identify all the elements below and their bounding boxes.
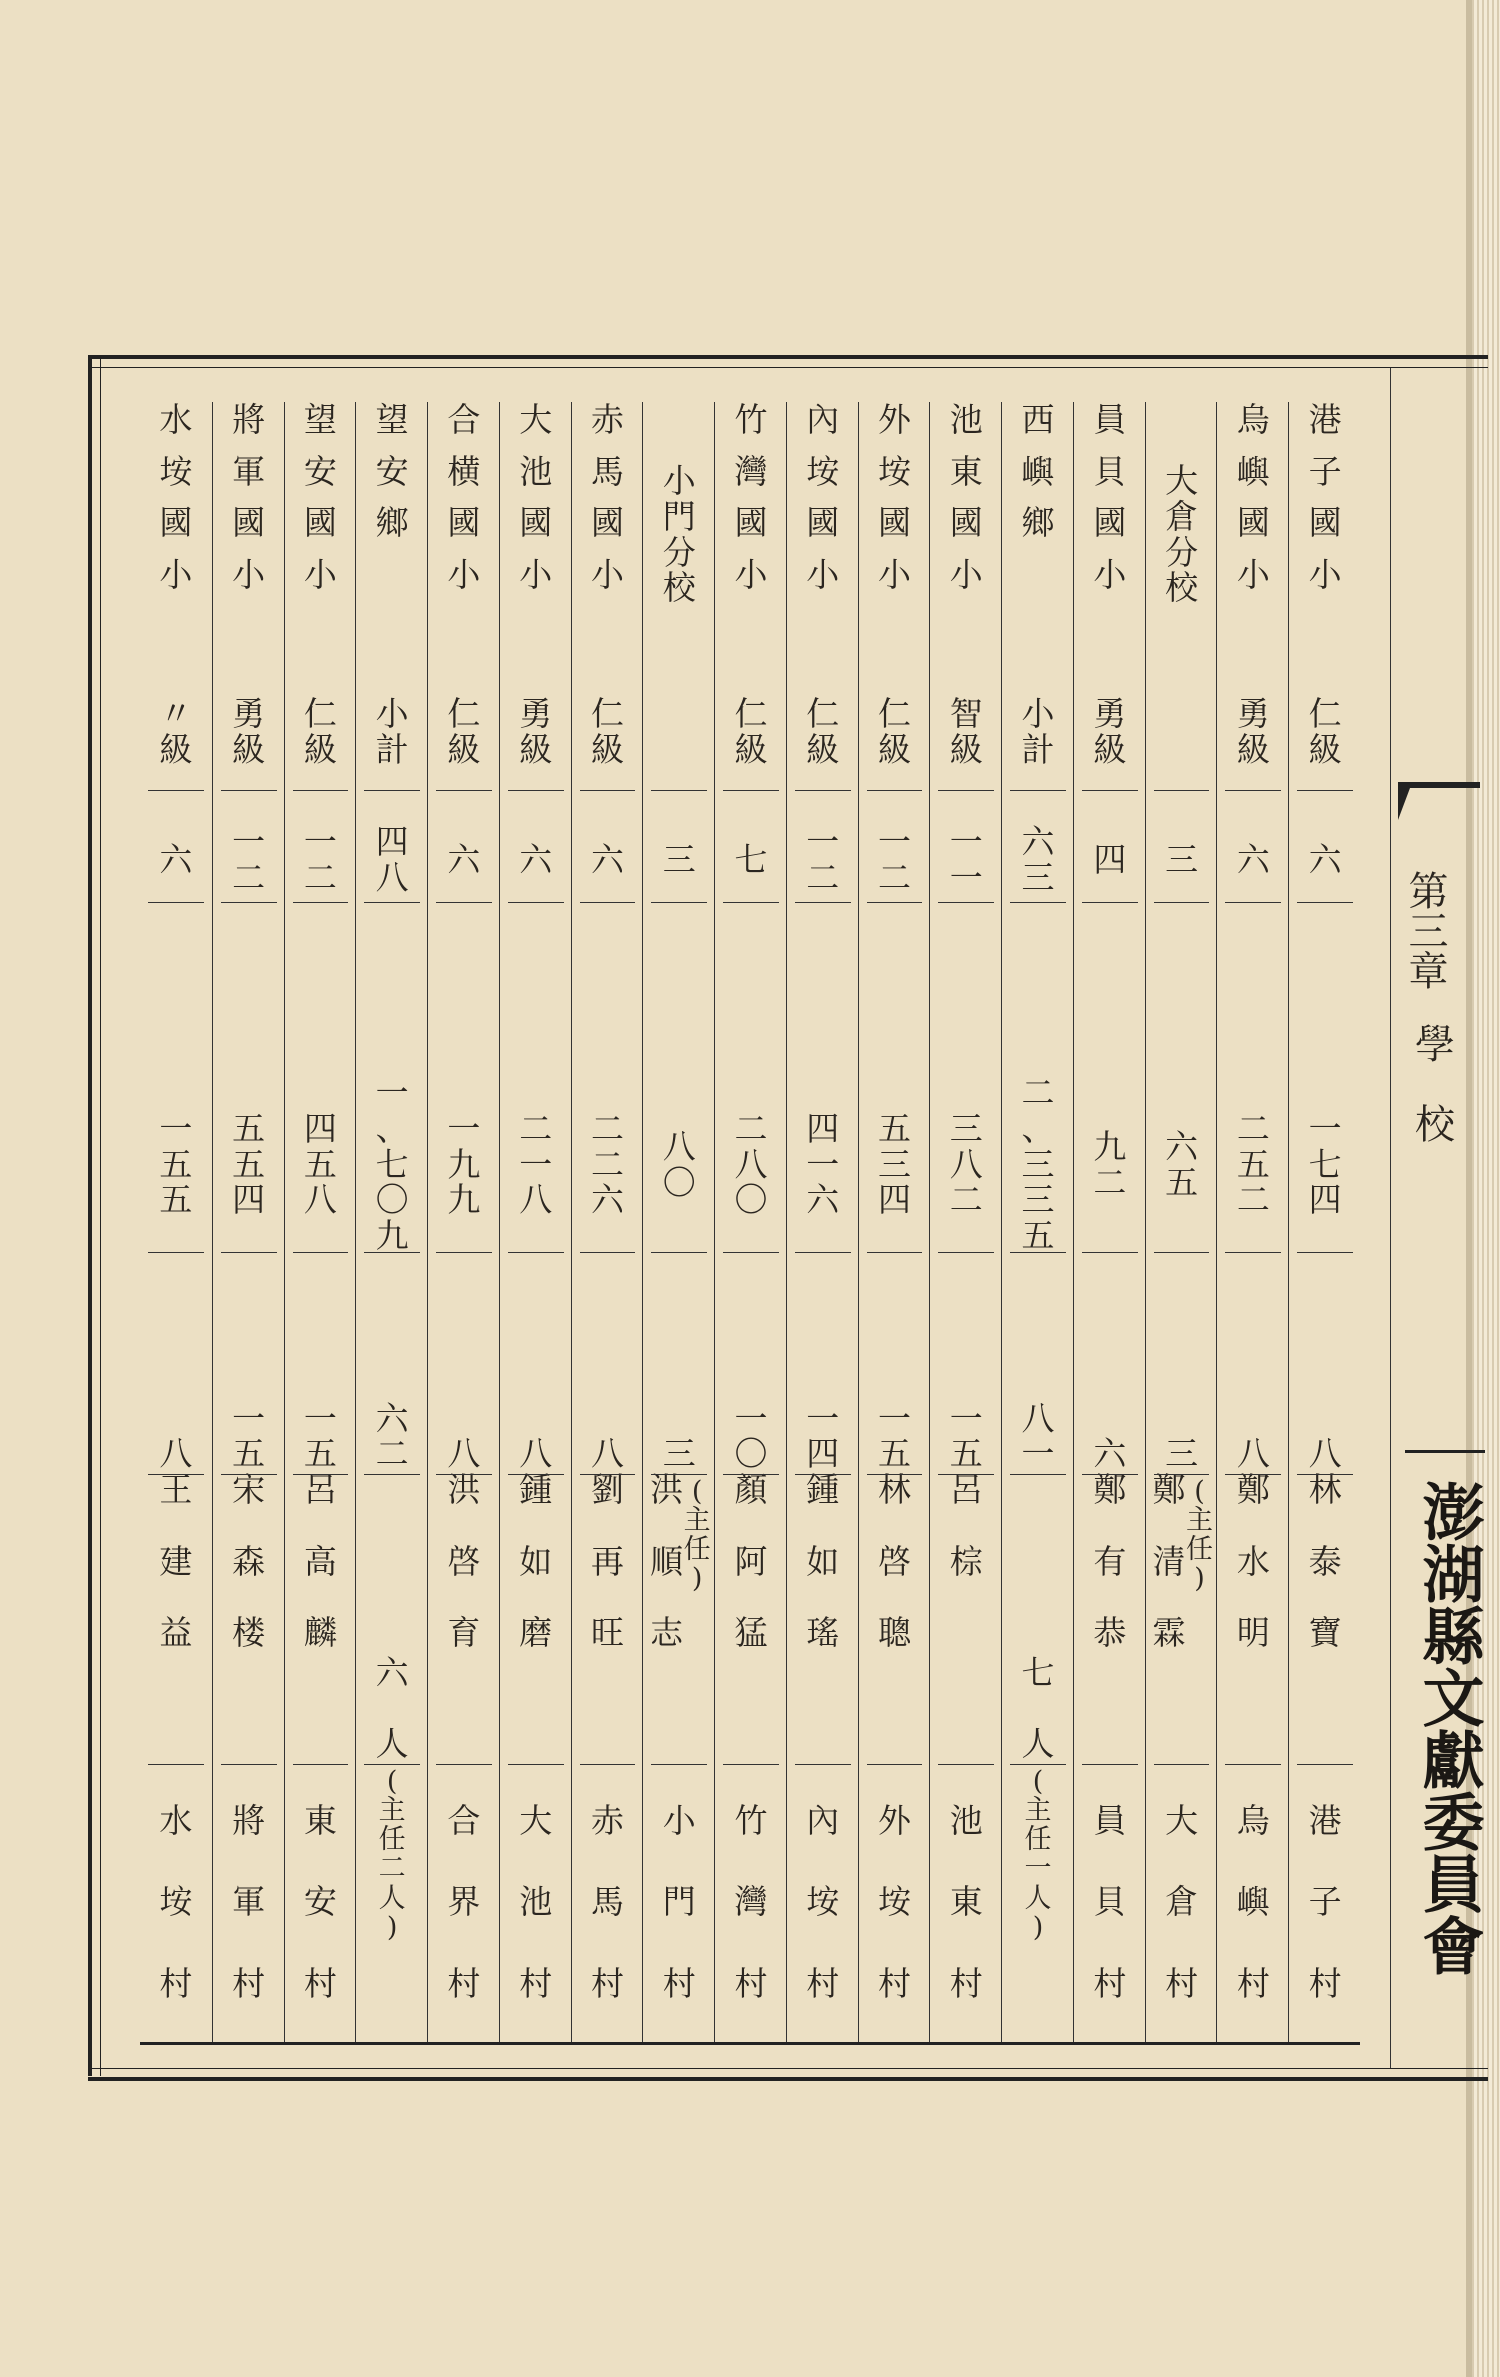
row-rule — [1082, 790, 1138, 791]
chapter-marker-icon — [1398, 780, 1480, 820]
row-rule — [1154, 1252, 1210, 1253]
teachers-count-cell: 三 — [662, 1434, 696, 1474]
row-rule — [795, 1764, 851, 1765]
grade-cell: 勇 級 — [519, 694, 553, 769]
row-rule — [938, 1764, 994, 1765]
grade-cell: 〃 級 — [159, 694, 193, 769]
row-rule — [1297, 790, 1353, 791]
row-rule — [436, 902, 492, 903]
students-count-cell: 一 九 九 — [447, 1109, 481, 1220]
location-cell: ( 主 任 二 人 ) — [378, 1766, 406, 1943]
table-column — [1001, 402, 1074, 2042]
row-rule — [436, 1252, 492, 1253]
principal-name-cell: 王 建 益 — [159, 1470, 193, 1653]
table-column — [858, 402, 931, 2042]
school-name-cell: 烏 嶼 國 小 — [1236, 400, 1270, 594]
grade-cell: 小 計 — [1021, 694, 1055, 769]
chapter-title-char-1: 學 — [1415, 1022, 1455, 1068]
classes-count-cell: 六 — [519, 839, 553, 879]
school-name-cell: 大 池 國 小 — [519, 400, 553, 594]
students-count-cell: 六 五 — [1165, 1126, 1199, 1202]
grade-cell: 小 計 — [375, 694, 409, 769]
grade-cell: 勇 級 — [1236, 694, 1270, 769]
director-note: ( 主 任 ) — [683, 1476, 711, 1595]
school-name-cell: 將 軍 國 小 — [232, 400, 266, 594]
row-rule — [723, 1252, 779, 1253]
principal-name-cell: 鍾 如 磨 — [519, 1470, 553, 1653]
school-name-cell: 望 安 國 小 — [303, 400, 337, 594]
principal-name-cell: 鄭 有 恭 — [1093, 1470, 1127, 1653]
row-rule — [1010, 1764, 1066, 1765]
row-rule — [580, 1252, 636, 1253]
row-rule — [1154, 1764, 1210, 1765]
table-column — [714, 402, 787, 2042]
row-rule — [148, 790, 204, 791]
location-cell: 池 東 村 — [949, 1800, 983, 2003]
classes-count-cell: 六 — [590, 839, 624, 879]
principal-name-cell: 劉 再 旺 — [590, 1470, 624, 1653]
row-rule — [723, 1474, 779, 1475]
table-column — [355, 402, 428, 2042]
classes-count-cell: 一 二 — [303, 821, 337, 897]
row-rule — [293, 790, 349, 791]
row-rule — [795, 1474, 851, 1475]
grade-cell: 仁 級 — [1308, 694, 1342, 769]
teachers-count-cell: 六 二 — [375, 1398, 409, 1474]
location-cell: 將 軍 村 — [232, 1800, 266, 2003]
row-rule — [293, 1764, 349, 1765]
director-note: ( 主 任 ) — [1186, 1476, 1214, 1595]
table-column — [212, 402, 285, 2042]
school-name-cell: 內 垵 國 小 — [806, 400, 840, 594]
students-count-cell: 五 三 四 — [878, 1109, 912, 1220]
school-name-cell: 員 貝 國 小 — [1093, 400, 1127, 594]
frame-bottom-rule — [88, 2068, 1488, 2081]
location-cell: 竹 灣 村 — [734, 1800, 768, 2003]
students-count-cell: 二 、 三 三 五 — [1021, 1073, 1055, 1255]
students-count-cell: 八 〇 — [662, 1126, 696, 1202]
students-count-cell: 一 七 四 — [1308, 1109, 1342, 1220]
row-rule — [508, 790, 564, 791]
row-rule — [651, 1474, 707, 1475]
row-rule — [1010, 790, 1066, 791]
row-rule — [364, 1252, 420, 1253]
teachers-count-cell: 一 〇 — [734, 1398, 768, 1474]
principal-name-cell: 六 人 — [375, 1652, 409, 1764]
row-rule — [221, 902, 277, 903]
location-cell: 合 界 村 — [447, 1800, 481, 2003]
row-rule — [1010, 902, 1066, 903]
school-name-cell: 池 東 國 小 — [949, 400, 983, 594]
row-rule — [580, 902, 636, 903]
row-rule — [867, 1252, 923, 1253]
row-rule — [795, 790, 851, 791]
school-name-cell: 望 安 鄉 — [375, 400, 409, 543]
grade-cell: 仁 級 — [878, 694, 912, 769]
principal-name-cell: 洪 順 志 — [650, 1470, 684, 1653]
chapter-title-char-2: 校 — [1415, 1102, 1455, 1148]
students-count-cell: 四 一 六 — [806, 1109, 840, 1220]
table-column — [427, 402, 500, 2042]
table-column — [786, 402, 859, 2042]
row-rule — [1297, 1252, 1353, 1253]
row-rule — [1297, 1764, 1353, 1765]
table-column — [1145, 402, 1218, 2042]
frame-left-rule — [88, 355, 101, 2076]
classes-count-cell: 六 — [1308, 839, 1342, 879]
location-cell: 大 倉 村 — [1165, 1800, 1199, 2003]
classes-count-cell: 三 — [1165, 839, 1199, 879]
location-cell: 外 垵 村 — [878, 1800, 912, 2003]
table-column — [571, 402, 644, 2042]
row-rule — [436, 1764, 492, 1765]
location-cell: 水 垵 村 — [159, 1800, 193, 2003]
row-rule — [580, 1474, 636, 1475]
row-rule — [1082, 902, 1138, 903]
table-column — [929, 402, 1002, 2042]
teachers-count-cell: 八 — [159, 1434, 193, 1474]
row-rule — [508, 1474, 564, 1475]
grade-cell: 仁 級 — [806, 694, 840, 769]
location-cell: 港 子 村 — [1308, 1800, 1342, 2003]
row-rule — [867, 1764, 923, 1765]
row-rule — [221, 1252, 277, 1253]
row-rule — [221, 1474, 277, 1475]
school-name-cell: 合 横 國 小 — [447, 400, 481, 594]
row-rule — [1010, 1474, 1066, 1475]
location-cell: 員 貝 村 — [1093, 1800, 1127, 2003]
row-rule — [293, 1474, 349, 1475]
grade-cell: 仁 級 — [303, 694, 337, 769]
row-rule — [508, 1764, 564, 1765]
location-cell: 內 垵 村 — [806, 1800, 840, 2003]
row-rule — [938, 1474, 994, 1475]
row-rule — [1154, 790, 1210, 791]
location-cell: 大 池 村 — [519, 1800, 553, 2003]
row-rule — [795, 902, 851, 903]
location-cell: ( 主 任 一 人 ) — [1024, 1766, 1052, 1943]
teachers-count-cell: 八 — [590, 1434, 624, 1474]
principal-name-cell: 洪 啓 育 — [447, 1470, 481, 1653]
row-rule — [508, 902, 564, 903]
frame-top-rule — [88, 355, 1488, 368]
classes-count-cell: 四 八 — [375, 821, 409, 897]
grade-cell: 勇 級 — [1093, 694, 1127, 769]
table-column — [642, 402, 715, 2042]
grade-cell: 仁 級 — [734, 694, 768, 769]
teachers-count-cell: 八 — [447, 1434, 481, 1474]
chapter-heading — [1400, 870, 1470, 1150]
teachers-count-cell: 八 — [519, 1434, 553, 1474]
classes-count-cell: 六 三 — [1021, 821, 1055, 897]
teachers-count-cell: 一 五 — [232, 1398, 266, 1474]
row-rule — [651, 1252, 707, 1253]
row-rule — [364, 1474, 420, 1475]
row-rule — [651, 790, 707, 791]
teachers-count-cell: 一 五 — [949, 1398, 983, 1474]
students-count-cell: 四 五 八 — [303, 1109, 337, 1220]
row-rule — [651, 902, 707, 903]
row-rule — [580, 790, 636, 791]
row-rule — [938, 790, 994, 791]
classes-count-cell: 六 — [159, 839, 193, 879]
teachers-count-cell: 八 — [1236, 1434, 1270, 1474]
row-rule — [508, 1252, 564, 1253]
row-rule — [723, 902, 779, 903]
classes-count-cell: 一 二 — [878, 821, 912, 897]
table-column — [1073, 402, 1146, 2042]
publisher-name: 澎湖縣文獻委員會 — [1412, 1480, 1485, 1976]
row-rule — [1082, 1252, 1138, 1253]
row-rule — [938, 1252, 994, 1253]
chapter-number: 第三章 — [1402, 870, 1448, 990]
publisher-rule — [1405, 1450, 1485, 1453]
principal-name-cell: 七 人 — [1021, 1652, 1055, 1764]
classes-count-cell: 一 二 — [232, 821, 266, 897]
classes-count-cell: 三 — [662, 839, 696, 879]
row-rule — [1297, 902, 1353, 903]
school-name-cell: 大 倉 分 校 — [1165, 461, 1199, 608]
row-rule — [436, 1474, 492, 1475]
students-count-cell: 一 五 五 — [159, 1109, 193, 1220]
row-rule — [364, 1764, 420, 1765]
teachers-count-cell: 八 — [1308, 1434, 1342, 1474]
row-rule — [293, 902, 349, 903]
students-count-cell: 三 八 二 — [949, 1109, 983, 1220]
school-name-cell: 水 垵 國 小 — [159, 400, 193, 594]
row-rule — [148, 1764, 204, 1765]
row-rule — [436, 790, 492, 791]
row-rule — [1154, 902, 1210, 903]
principal-name-cell: 顏 阿 猛 — [734, 1470, 768, 1653]
school-statistics-table — [140, 402, 1360, 2045]
row-rule — [867, 1474, 923, 1475]
row-rule — [1225, 790, 1281, 791]
school-name-cell: 港 子 國 小 — [1308, 400, 1342, 594]
table-column — [499, 402, 572, 2042]
row-rule — [1082, 1474, 1138, 1475]
teachers-count-cell: 一 四 — [806, 1398, 840, 1474]
school-name-cell: 竹 灣 國 小 — [734, 400, 768, 594]
row-rule — [221, 790, 277, 791]
row-rule — [148, 902, 204, 903]
frame-right-rule — [1390, 368, 1391, 2068]
table-column — [1216, 402, 1289, 2042]
teachers-count-cell: 三 — [1165, 1434, 1199, 1474]
row-rule — [723, 790, 779, 791]
row-rule — [148, 1252, 204, 1253]
row-rule — [1297, 1474, 1353, 1475]
principal-name-cell: 呂 棕 — [949, 1470, 983, 1581]
principal-name-cell: 呂 高 麟 — [303, 1470, 337, 1653]
classes-count-cell: 一 一 — [949, 821, 983, 897]
row-rule — [580, 1764, 636, 1765]
students-count-cell: 二 二 六 — [590, 1109, 624, 1220]
principal-name-cell: 林 啓 聰 — [878, 1470, 912, 1653]
location-cell: 烏 嶼 村 — [1236, 1800, 1270, 2003]
grade-cell: 仁 級 — [590, 694, 624, 769]
teachers-count-cell: 六 — [1093, 1434, 1127, 1474]
classes-count-cell: 六 — [447, 839, 481, 879]
principal-name-cell: 林 泰 寶 — [1308, 1470, 1342, 1653]
students-count-cell: 二 五 二 — [1236, 1109, 1270, 1220]
classes-count-cell: 七 — [734, 839, 768, 879]
row-rule — [364, 902, 420, 903]
row-rule — [723, 1764, 779, 1765]
students-count-cell: 二 一 八 — [519, 1109, 553, 1220]
students-count-cell: 二 八 〇 — [734, 1109, 768, 1220]
row-rule — [148, 1474, 204, 1475]
row-rule — [364, 790, 420, 791]
students-count-cell: 九 二 — [1093, 1126, 1127, 1202]
students-count-cell: 五 五 四 — [232, 1109, 266, 1220]
principal-name-cell: 鍾 如 瑤 — [806, 1470, 840, 1653]
table-column — [1288, 402, 1361, 2042]
classes-count-cell: 六 — [1236, 839, 1270, 879]
row-rule — [1154, 1474, 1210, 1475]
row-rule — [1225, 1764, 1281, 1765]
row-rule — [795, 1252, 851, 1253]
classes-count-cell: 四 — [1093, 839, 1127, 879]
row-rule — [1010, 1252, 1066, 1253]
teachers-count-cell: 一 五 — [303, 1398, 337, 1474]
row-rule — [938, 902, 994, 903]
location-cell: 東 安 村 — [303, 1800, 337, 2003]
teachers-count-cell: 一 五 — [878, 1398, 912, 1474]
row-rule — [1225, 902, 1281, 903]
location-cell: 赤 馬 村 — [590, 1800, 624, 2003]
grade-cell: 勇 級 — [232, 694, 266, 769]
table-column — [284, 402, 357, 2042]
grade-cell: 仁 級 — [447, 694, 481, 769]
classes-count-cell: 一 二 — [806, 821, 840, 897]
location-cell: 小 門 村 — [662, 1800, 696, 2003]
principal-name-cell: 鄭 水 明 — [1236, 1470, 1270, 1653]
row-rule — [867, 902, 923, 903]
row-rule — [293, 1252, 349, 1253]
row-rule — [1082, 1764, 1138, 1765]
row-rule — [867, 790, 923, 791]
table-column — [140, 402, 212, 2042]
principal-name-cell: 鄭 清 霖 — [1152, 1470, 1186, 1653]
row-rule — [651, 1764, 707, 1765]
row-rule — [1225, 1252, 1281, 1253]
school-name-cell: 赤 馬 國 小 — [590, 400, 624, 594]
row-rule — [1225, 1474, 1281, 1475]
principal-name-cell: 宋 森 楼 — [232, 1470, 266, 1653]
school-name-cell: 小 門 分 校 — [662, 461, 696, 608]
teachers-count-cell: 八 一 — [1021, 1398, 1055, 1474]
school-name-cell: 外 垵 國 小 — [878, 400, 912, 594]
school-name-cell: 西 嶼 鄉 — [1021, 400, 1055, 543]
row-rule — [221, 1764, 277, 1765]
grade-cell: 智 級 — [949, 694, 983, 769]
students-count-cell: 一 、 七 〇 九 — [375, 1073, 409, 1255]
